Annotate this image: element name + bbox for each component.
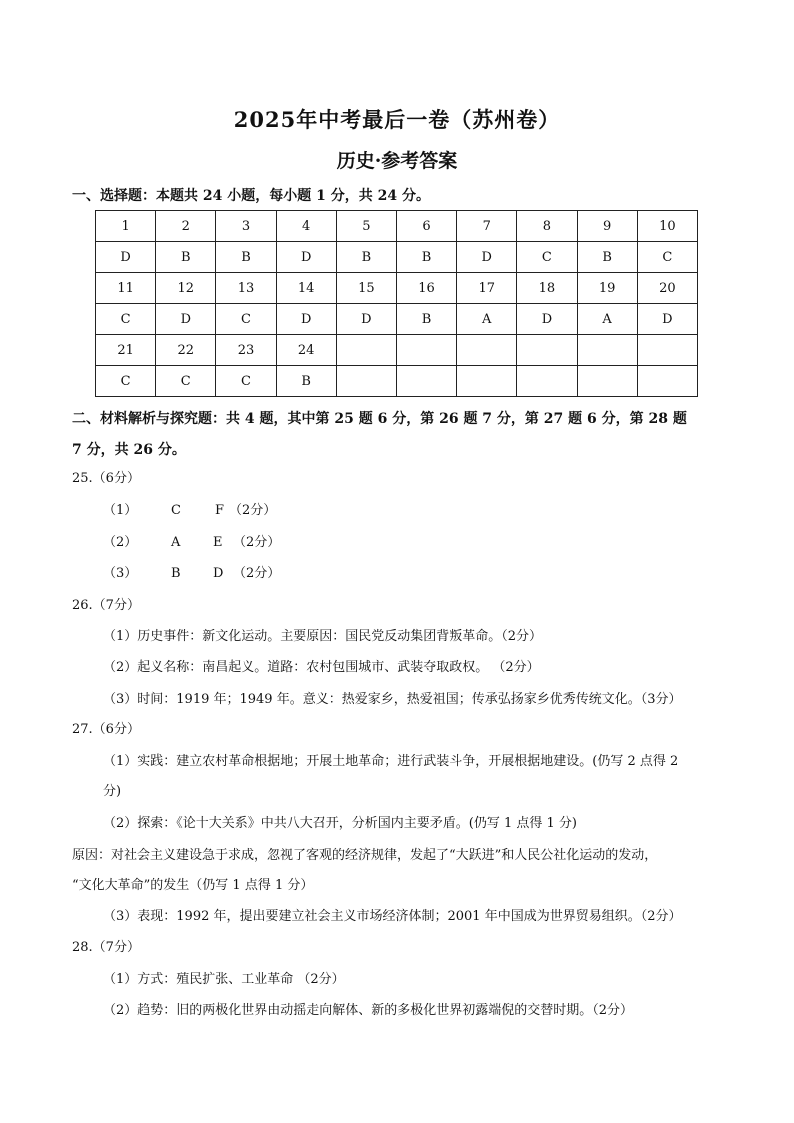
answer-table-cell: 14 [276,273,336,304]
answer-table-cell: 15 [336,273,396,304]
answer-table-cell [336,366,396,397]
q25-item-1-a: C [171,503,181,518]
answer-table-cell: B [276,366,336,397]
q25-item-1-score: （2分） [229,503,277,518]
answer-table-cell [517,366,577,397]
answer-table-cell: C [517,242,577,273]
q27-line-1a: （1）实践：建立农村革命根据地；开展土地革命；进行武装斗争，开展根据地建设。(仍写 2 点得 2 [103,754,679,769]
q28-line-2: （2）趋势：旧的两极化世界由动摇走向解体、新的多极化世界初露端倪的交替时期。（2分） [103,1003,634,1018]
q27-line-4: （3）表现：1992 年，提出要建立社会主义市场经济体制；2001 年中国成为世界贸易组织。（2分） [103,909,682,924]
answer-table-cell: 13 [216,273,276,304]
answer-table-cell: 2 [156,211,216,242]
page-subtitle: 历史·参考答案 [336,150,458,172]
q26-number: 26.（7分） [72,598,140,613]
q27-line-2: （2）探索：《论十大关系》中共八大召开，分析国内主要矛盾。(仍写 1 点得 1 分) [103,816,577,831]
answer-table-cell: 18 [517,273,577,304]
answer-table-cell: 21 [96,335,156,366]
answer-table-cell [457,366,517,397]
answer-table-cell [336,335,396,366]
q25-item-2-label: （2） [103,535,138,550]
answer-table-cell: 8 [517,211,577,242]
answer-table-cell: 17 [457,273,517,304]
answer-table-cell: B [216,242,276,273]
answer-table-row [96,335,698,366]
answer-table-cell: D [276,242,336,273]
answer-table-cell: D [517,304,577,335]
answer-table-cell: 4 [276,211,336,242]
q26-line-1: （1）历史事件：新文化运动。主要原因：国民党反动集团背叛革命。（2分） [103,629,543,644]
answer-table-cell: A [457,304,517,335]
answer-table-cell [457,335,517,366]
answer-table-cell: 23 [216,335,276,366]
q25-item-1-label: （1） [103,503,138,518]
answer-table-cell: 3 [216,211,276,242]
answer-table-cell [396,366,456,397]
answer-table-cell [637,335,697,366]
q25-item-1-b: F [215,503,225,518]
q25-item-2-score: （2分） [233,535,281,550]
answer-table-cell: D [457,242,517,273]
answer-table-cell: 11 [96,273,156,304]
answer-table-cell: D [96,242,156,273]
section-2-heading-line1: 二、材料解析与探究题：共 4 题，其中第 25 题 6 分，第 26 题 7 分，第 27 题 6 分，第 28 题 [72,411,687,427]
answer-table-cell: 16 [396,273,456,304]
q25-item-2 [103,533,280,553]
answer-table-cell: B [156,242,216,273]
page-title: 2025年中考最后一卷（苏州卷） [233,107,561,132]
answer-table-cell: C [216,366,276,397]
answer-table-cell: D [156,304,216,335]
answer-table-cell [517,335,577,366]
q26-line-2: （2）起义名称：南昌起义。道路：农村包围城市、武装夺取政权。 （2分） [103,660,540,675]
answer-table-cell: 5 [336,211,396,242]
answer-table-cell: 12 [156,273,216,304]
answer-table-row [96,366,698,397]
q25-item-3-a: B [171,566,181,581]
answer-table-cell: C [156,366,216,397]
answer-table-cell: 9 [577,211,637,242]
answer-table-cell: B [577,242,637,273]
answer-table-cell: D [637,304,697,335]
answer-table-cell: C [96,366,156,397]
section-1-heading: 一、选择题：本题共 24 小题，每小题 1 分，共 24 分。 [72,188,430,204]
q25-item-3 [103,564,280,584]
answer-table-cell: B [396,304,456,335]
answer-table-row [96,242,698,273]
answer-table-cell: C [216,304,276,335]
answer-table-cell: C [96,304,156,335]
answer-table-cell: 19 [577,273,637,304]
answer-table-cell: 10 [637,211,697,242]
answer-table [95,210,698,397]
q25-item-3-score: （2分） [233,566,281,581]
answer-table-cell: 22 [156,335,216,366]
answer-table-cell [577,335,637,366]
q25-item-1 [103,501,276,521]
answer-table-cell: 24 [276,335,336,366]
answer-table-cell: A [577,304,637,335]
answer-table-cell: 6 [396,211,456,242]
q25-item-3-b: D [213,566,224,581]
answer-table-cell: D [276,304,336,335]
section-2-heading-line2: 7 分，共 26 分。 [72,442,186,458]
q25-item-3-label: （3） [103,566,138,581]
q27-line-3b: “文化大革命”的发生（仍写 1 点得 1 分） [72,878,314,893]
answer-table-row [96,211,698,242]
q27-number: 27.（6分） [72,722,140,737]
q25-item-2-b: E [213,535,223,550]
q27-line-1b: 分) [103,784,122,799]
answer-table-cell: 1 [96,211,156,242]
q25-item-2-a: A [171,535,181,550]
answer-table-cell: C [637,242,697,273]
answer-table-cell: B [396,242,456,273]
answer-table-cell [637,366,697,397]
q27-line-3a: 原因：对社会主义建设急于求成，忽视了客观的经济规律，发起了“大跃进”和人民公社化运动的发动， [72,848,658,863]
q28-line-1: （1）方式：殖民扩张、工业革命 （2分） [103,972,345,987]
answer-table-row [96,273,698,304]
answer-table-cell: 20 [637,273,697,304]
q25-number: 25.（6分） [72,471,140,486]
answer-table-cell [577,366,637,397]
answer-table-cell [396,335,456,366]
answer-table-cell: D [336,304,396,335]
answer-table-cell: 7 [457,211,517,242]
answer-table-row [96,304,698,335]
answer-table-cell: B [336,242,396,273]
q26-line-3: （3）时间：1919 年；1949 年。意义：热爱家乡，热爱祖国；传承弘扬家乡优秀传统文化。（3分） [103,692,682,707]
q28-number: 28.（7分） [72,940,140,955]
